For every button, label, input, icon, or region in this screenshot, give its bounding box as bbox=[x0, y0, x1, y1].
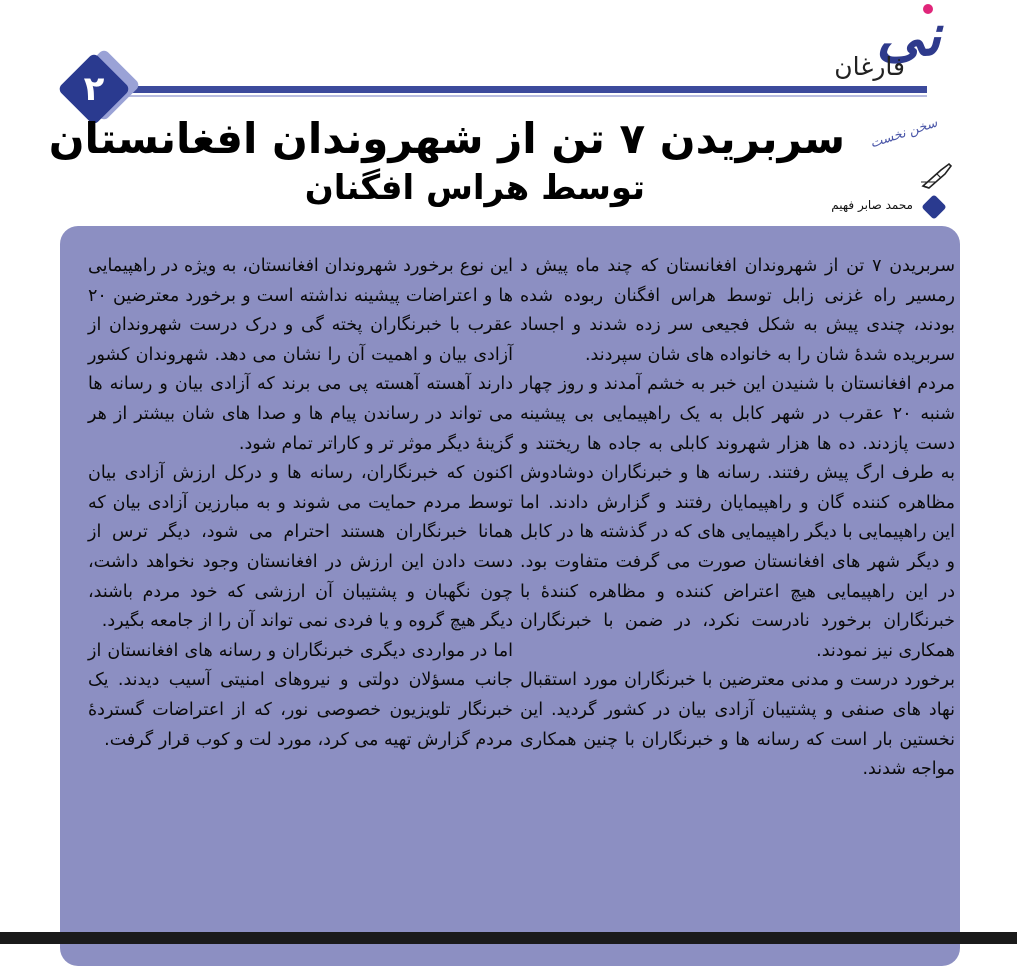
paragraph: این نوع برخورد شهروندان افغانستان، به ویژه در راهپیمایی ها و اعتراضات پیشینه نداشته است و برخورد معترضین ۲۰ عقرب با خبرنگاران پخته گی و درک درست شهروندان از آزادی بیان و اهمیت آن را نشان می دهد. شهروندان کشور دارند آهسته آهسته پی می برند که آزادی بیان و رسانه ها می تواند در رساندن پیام ها و صدا های شان بیشتر از هر گزینهٔ دیگر موثر تر و کاراتر تمام شود. bbox=[88, 256, 513, 454]
pen-nib-icon bbox=[921, 160, 955, 190]
headline: سربریدن ۷ تن از شهروندان افغانستان bbox=[48, 114, 845, 163]
article-column-left bbox=[88, 252, 513, 755]
article-column-right bbox=[520, 252, 955, 785]
paragraph: سربریدن ۷ تن از شهروندان افغانستان که چند ماه پیش د رمسیر راه غزنی زابل توسط هراس افگنان ربوده شده بودند، چندی پیش به شکل فجیعی سر زده شدند و اجساد سربریده شدهٔ شان را به خانواده های شان سپردند. bbox=[520, 256, 955, 365]
author-diamond bbox=[921, 194, 946, 219]
header-rule bbox=[120, 86, 927, 93]
page-number: ۲ bbox=[83, 69, 105, 109]
subheadline: توسط هراس افگنان bbox=[304, 168, 645, 208]
logo: نی bbox=[876, 1, 941, 69]
column-tag: سخن نخست bbox=[868, 115, 940, 152]
paragraph: مردم افغانستان با شنیدن این خبر به خشم آمدند و روز چهار شنبه ۲۰ عقرب در شهر کابل به یک راهپیمایی بی پیشینه دست پازدند. ده ها هزار شهروند کابلی به جاده ها ریختند و به طرف ارگ پیش رفتند. رسانه ها و خبرنگاران دوشادوش مظاهره کننده گان و راهپیمایان رفتند و گزارش دادند. اما این راهپیمایی با دیگر راهپیمایی های که در گذشته ها در کابل و دیگر شهر های افغانستان صورت می گرفت متفاوت بود. در این راهپیمایی هیچ اعتراض کننده و مظاهره کنندهٔ با خبرنگاران برخورد نادرست نکرد، در ضمن با خبرنگاران همکاری نیز نمودند. bbox=[520, 374, 955, 661]
paragraph: اکنون که خبرنگاران، رسانه ها و درکل ارزش آزادی بیان توسط مردم حمایت می شوند و به مبارزین آزادی بیان که همانا خبرنگاران هستند احترام می شود، دیگر ترس از دست دادن این ارزش در افغانستان وجود نخواهد داشت، چون نگهبان و پشتیبان آن ارزشی که خود مردم باشند، دیگر هیچ گروه و یا فردی نمی تواند آن را از جامعه بگیرد. bbox=[88, 463, 513, 632]
section-title: فارغان bbox=[834, 52, 905, 81]
paragraph: اما در مواردی دیگری خبرنگاران و رسانه های افغانستان از جانب مسؤلان دولتی و نیروهای امنیتی آسیب دیدند. یک خبرنگار تلویزیون خصوصی نور، که از اعتراضات گستردهٔ مردم گزارش تهیه می کرد، مورد لت و کوب قرار گرفت. bbox=[88, 640, 513, 750]
paragraph: برخورد درست و مدنی معترضین با خبرنگاران مورد استقبال نهاد های صنفی و پشتیبان آزادی بیان در کشور گردید. این نخستین بار است که رسانه ها و خبرنگاران با چنین همکاری مواجه شدند. bbox=[520, 670, 955, 780]
bottom-strip bbox=[0, 932, 1017, 944]
header-rule-thin bbox=[120, 95, 927, 97]
author-name: محمد صابر فهیم bbox=[831, 198, 913, 212]
